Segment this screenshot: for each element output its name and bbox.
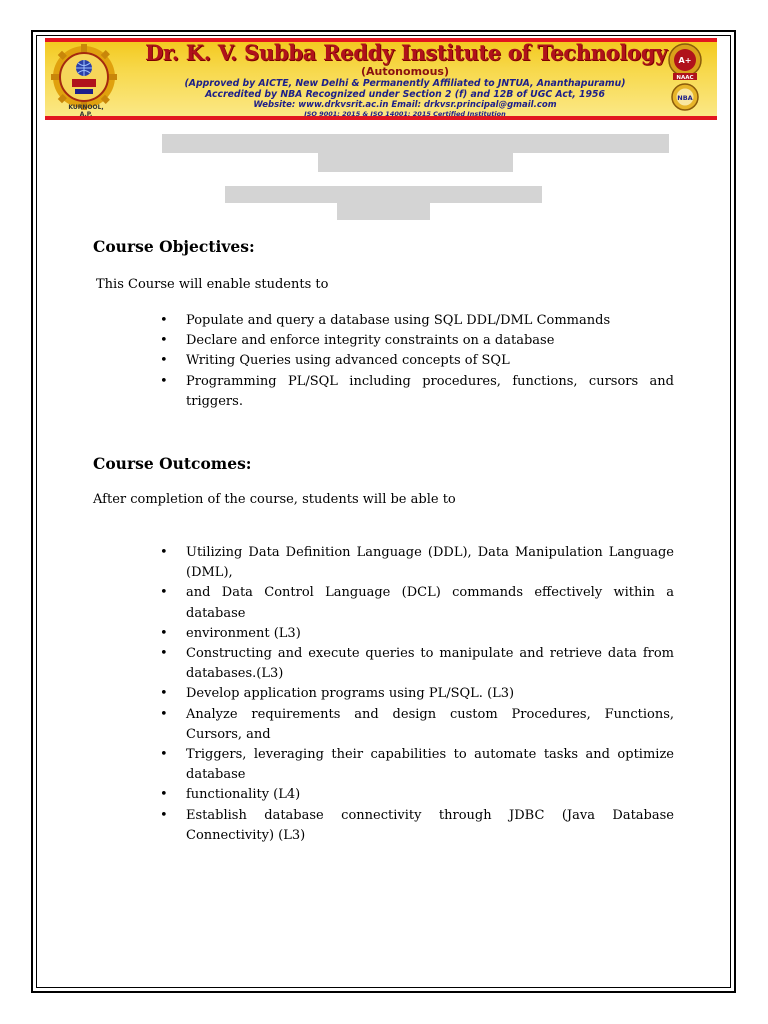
institute-status: (Autonomous): [361, 65, 449, 78]
course-outcomes-heading: Course Outcomes:: [93, 454, 252, 473]
naac-label: NAAC: [676, 75, 694, 81]
list-item: • Analyze requirements and design custom Procedures, Functions, Cursors, and: [160, 705, 674, 745]
outcomes-intro: After completion of the course, students will be able to: [93, 492, 456, 507]
nba-badge-icon: [665, 82, 705, 116]
objectives-intro: This Course will enable students to: [96, 277, 329, 292]
redacted-block: [225, 186, 542, 203]
list-item: • and Data Control Language (DCL) commands effectively within a database: [160, 583, 674, 623]
outcomes-list: [160, 543, 674, 846]
redacted-block: [162, 134, 669, 153]
list-item: • Programming PL/SQL including procedures, functions, cursors and triggers.: [160, 372, 674, 412]
approval-line: (Approved by AICTE, New Delhi & Permanently Affiliated to JNTUA, Ananthapuramu): [184, 78, 626, 89]
contact-line: Website: www.drkvsrit.ac.in Email: drkvsr.principal@gmail.com: [253, 100, 557, 110]
list-item: • Develop application programs using PL/SQL. (L3): [160, 684, 674, 704]
logo-location-caption: KURNOOL, A.P.: [68, 104, 104, 118]
list-item: • Constructing and execute queries to manipulate and retrieve data from databases.(L3): [160, 644, 674, 684]
list-item: • Writing Queries using advanced concepts of SQL: [160, 351, 674, 371]
redacted-block: [337, 203, 430, 220]
naac-grade: A+: [678, 56, 692, 65]
list-item: • environment (L3): [160, 624, 674, 644]
institute-name-title: Dr. K. V. Subba Reddy Institute of Technology: [144, 40, 668, 65]
accreditation-line: Accredited by NBA Recognized under Section 2 (f) and 12B of UGC Act, 1956: [205, 89, 605, 100]
list-item: • Triggers, leveraging their capabilities to automate tasks and optimize database: [160, 745, 674, 785]
naac-badge-icon: [665, 42, 705, 82]
course-objectives-heading: Course Objectives:: [93, 237, 255, 256]
redacted-block: [318, 153, 513, 172]
institute-header-banner: [45, 38, 717, 120]
certification-line: ISO 9001: 2015 & ISO 14001: 2015 Certified Institution: [304, 110, 506, 118]
list-item: • Establish database connectivity through JDBC (Java Database Connectivity) (L3): [160, 806, 674, 846]
nba-label: NBA: [677, 94, 693, 102]
list-item: • Populate and query a database using SQL DDL/DML Commands: [160, 311, 674, 331]
list-item: • Utilizing Data Definition Language (DDL), Data Manipulation Language (DML),: [160, 543, 674, 583]
list-item: • Declare and enforce integrity constraints on a database: [160, 331, 674, 351]
objectives-list: [160, 311, 674, 412]
list-item: • functionality (L4): [160, 785, 674, 805]
